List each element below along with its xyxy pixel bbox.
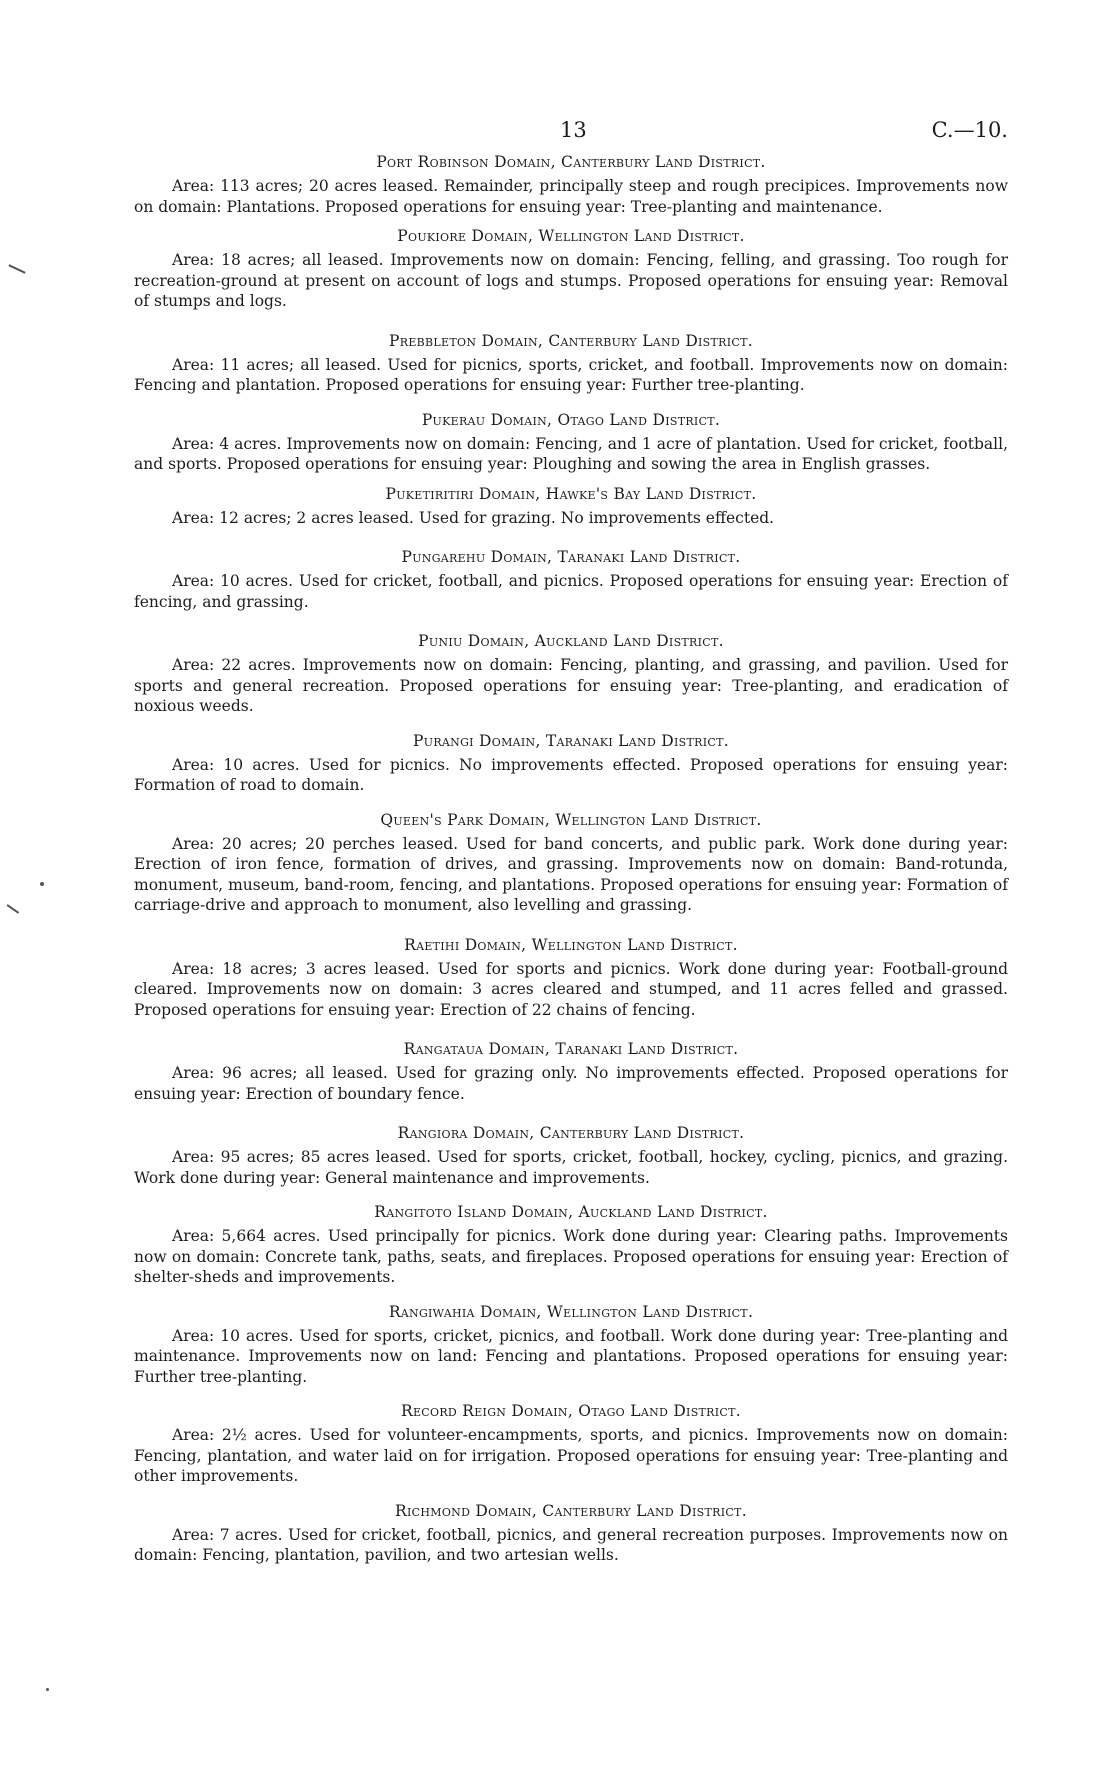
- domain-entry: [134, 810, 1008, 916]
- entry-body: Area: 18 acres; 3 acres leased. Used for sports and picnics. Work done during year: Football-ground cleared. Improvements now on domain: 3 acres cleared and stumped, and 11 acres felled and grassed. Proposed operations for ensuing year: Erection of 22 chains of fencing.: [134, 959, 1008, 1019]
- entry-title: Poukiore Domain, Wellington Land District.: [397, 227, 745, 245]
- entry-body: Area: 20 acres; 20 perches leased. Used for band concerts, and public park. Work done during year: Erection of iron fence, formation of drives, and grassing. Improvements now on domain: Band-rotunda, monument, museum, band-room, fencing, and plantations. Proposed operations for ensuing year: Formation of carriage-drive and approach to monument, also levelling and grassing.: [134, 834, 1008, 914]
- entry-title: Richmond Domain, Canterbury Land District.: [395, 1501, 747, 1520]
- domain-entry: [134, 410, 1008, 475]
- domain-entry: [134, 484, 1008, 529]
- entry-body: Area: 95 acres; 85 acres leased. Used for sports, cricket, football, hockey, cycling, picnics, and grazing. Work done during year: General maintenance and improvements.: [134, 1148, 1008, 1187]
- entry-body: Area: 113 acres; 20 acres leased. Remainder, principally steep and rough precipices. Improvements now on domain: Plantations. Proposed operations for ensuing year: Tree-planting and maintenance.: [134, 177, 1008, 216]
- domain-entry: [134, 331, 1008, 396]
- domain-entry: [134, 1501, 1008, 1566]
- entry-body: Area: 10 acres. Used for picnics. No improvements effected. Proposed operations for ensuing year: Formation of road to domain.: [134, 755, 1008, 794]
- domain-entry: [134, 152, 1008, 217]
- entry-title: Pukerau Domain, Otago Land District.: [421, 410, 721, 429]
- domain-entry: [134, 226, 1008, 312]
- document-page: [134, 118, 1008, 1566]
- domain-entry: [134, 1302, 1008, 1388]
- entry-body: Area: 22 acres. Improvements now on domain: Fencing, planting, and grassing, and pavilion. Used for sports and general recreation. Proposed operations for ensuing year: Tree-planting, and eradication of noxious weeds.: [134, 656, 1008, 715]
- entry-title: Puketiritiri Domain, Hawke's Bay Land District.: [385, 484, 757, 503]
- entry-title: Record Reign Domain, Otago Land District.: [400, 1402, 741, 1420]
- entry-title: Puniu Domain, Auckland Land District.: [418, 632, 724, 650]
- margin-mark: [40, 882, 44, 886]
- entry-title: Purangi Domain, Taranaki Land District.: [413, 731, 729, 750]
- entry-body: Area: 2½ acres. Used for volunteer-encampments, sports, and picnics. Improvements now on domain: Fencing, plantation, and water laid on for irrigation. Proposed operations for ensuing year: Tree-planting and other improvements.: [134, 1426, 1008, 1485]
- entry-body: Area: 10 acres. Used for sports, cricket, picnics, and football. Work done during year: Tree-planting and maintenance. Improvements now on land: Fencing and plantations. Proposed operations for ensuing year: Further tree-planting.: [134, 1326, 1008, 1386]
- entry-title: Rangiora Domain, Canterbury Land District.: [397, 1124, 745, 1142]
- entry-title: Port Robinson Domain, Canterbury Land District.: [376, 153, 766, 171]
- margin-mark: [8, 264, 25, 273]
- entry-body: Area: 4 acres. Improvements now on domain: Fencing, and 1 acre of plantation. Used for cricket, football, and sports. Proposed operations for ensuing year: Ploughing and sowing the area in English grasses.: [134, 434, 1008, 473]
- entry-body: Area: 12 acres; 2 acres leased. Used for grazing. No improvements effected.: [172, 508, 775, 527]
- entry-body: Area: 18 acres; all leased. Improvements now on domain: Fencing, felling, and grassing. Too rough for recreation-ground at present on account of logs and stumps. Proposed operations for ensuing year: Removal of stumps and logs.: [134, 251, 1008, 310]
- page-number: 13: [560, 118, 587, 142]
- entry-title: Queen's Park Domain, Wellington Land District.: [380, 810, 762, 829]
- margin-mark: [7, 904, 19, 913]
- entry-body: Area: 11 acres; all leased. Used for picnics, sports, cricket, and football. Improvements now on domain: Fencing and plantation. Proposed operations for ensuing year: Further tree-planting.: [134, 355, 1008, 394]
- domain-entry: [134, 631, 1008, 717]
- domain-entry: [134, 1401, 1008, 1487]
- domain-entry: [134, 1202, 1008, 1288]
- domain-entry: [134, 935, 1008, 1021]
- page-header: [134, 118, 1008, 152]
- entry-title: Rangitoto Island Domain, Auckland Land District.: [374, 1203, 768, 1221]
- domain-entry: [134, 731, 1008, 796]
- entry-title: Rangiwahia Domain, Wellington Land District.: [388, 1302, 754, 1321]
- entry-body: Area: 7 acres. Used for cricket, football, picnics, and general recreation purposes. Improvements now on domain: Fencing, plantation, pavilion, and two artesian wells.: [134, 1525, 1008, 1564]
- document-reference: C.—10.: [931, 118, 1008, 142]
- entry-title: Prebbleton Domain, Canterbury Land District.: [389, 331, 753, 350]
- domain-entry: [134, 1123, 1008, 1188]
- margin-mark: [46, 1688, 49, 1691]
- entry-body: Area: 5,664 acres. Used principally for picnics. Work done during year: Clearing paths. Improvements now on domain: Concrete tank, paths, seats, and fireplaces. Proposed operations for ensuing year: Erection of shelter-sheds and improvements.: [134, 1227, 1008, 1286]
- entry-body: Area: 96 acres; all leased. Used for grazing only. No improvements effected. Proposed operations for ensuing year: Erection of boundary fence.: [134, 1064, 1008, 1103]
- entry-title: Pungarehu Domain, Taranaki Land District.: [401, 548, 741, 566]
- domain-entry: [134, 547, 1008, 612]
- entry-title: Rangataua Domain, Taranaki Land District.: [403, 1040, 739, 1058]
- entry-title: Raetihi Domain, Wellington Land District.: [404, 935, 738, 954]
- domain-entry: [134, 1039, 1008, 1104]
- entry-body: Area: 10 acres. Used for cricket, football, and picnics. Proposed operations for ensuing year: Erection of fencing, and grassing.: [134, 572, 1008, 611]
